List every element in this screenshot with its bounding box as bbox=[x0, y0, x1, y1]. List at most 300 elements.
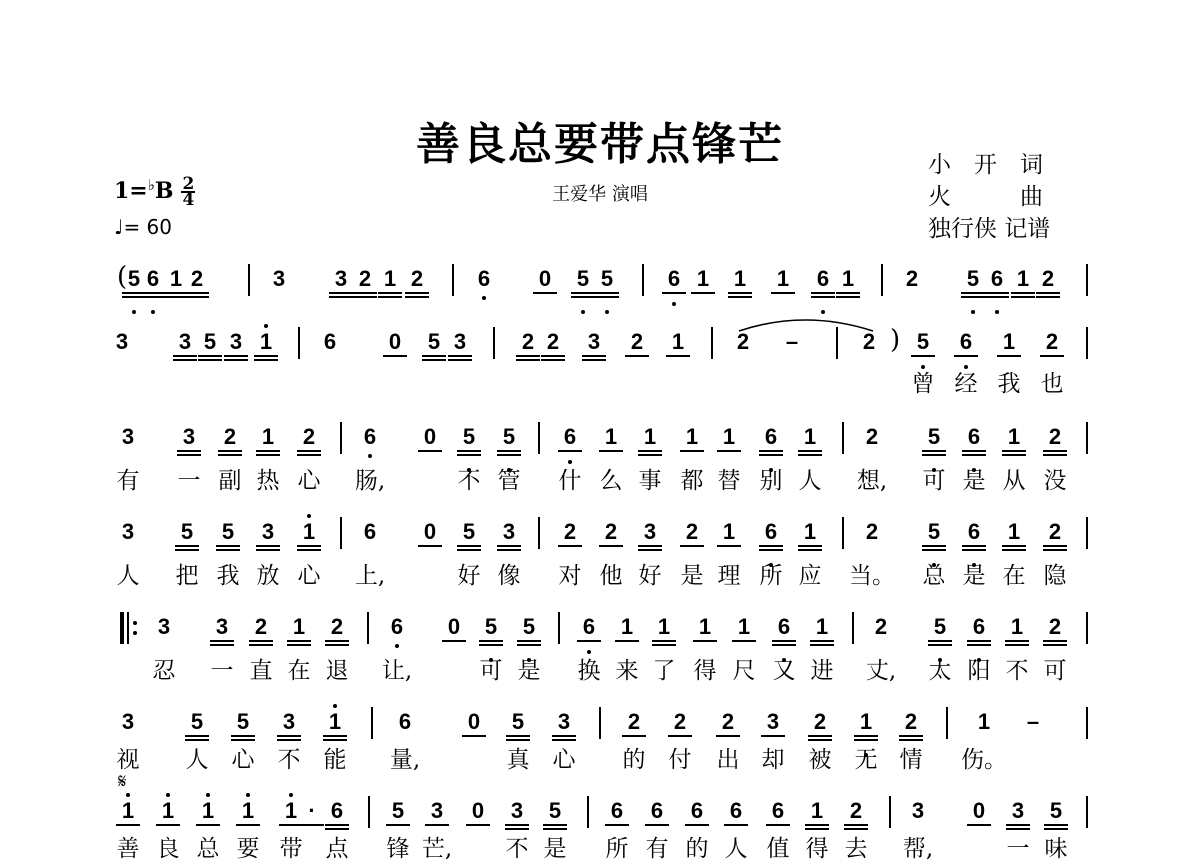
underline bbox=[668, 735, 692, 737]
time-signature-top: 2 bbox=[182, 174, 195, 194]
lyric-char: 锋 bbox=[386, 836, 410, 862]
note: 3 bbox=[229, 329, 243, 354]
underline bbox=[771, 292, 795, 294]
underline bbox=[967, 824, 991, 826]
note: 1 bbox=[698, 614, 712, 639]
high-octave-dot bbox=[166, 793, 170, 797]
underline bbox=[836, 296, 860, 298]
low-octave-dot bbox=[132, 310, 136, 314]
lyricist-credit: 小 开 词 bbox=[928, 152, 1043, 178]
note: 6 bbox=[959, 329, 973, 354]
lyric-char: 了 bbox=[652, 658, 676, 684]
note: 1 bbox=[803, 424, 817, 449]
note: 3 bbox=[502, 519, 516, 544]
lyric-char: 点 bbox=[325, 836, 349, 862]
lyric-char: 良 bbox=[156, 836, 180, 862]
underline bbox=[844, 824, 868, 826]
bar-line bbox=[371, 707, 373, 739]
underline bbox=[175, 545, 199, 547]
lyric-char: 芒, bbox=[421, 836, 453, 862]
note: 3 bbox=[272, 266, 286, 291]
lyric-char: 热 bbox=[256, 468, 280, 494]
note: 2 bbox=[1048, 519, 1062, 544]
note: 5 bbox=[236, 709, 250, 734]
bar-line bbox=[452, 264, 454, 296]
underline bbox=[497, 450, 521, 452]
underline bbox=[236, 824, 260, 826]
underline bbox=[662, 292, 686, 294]
note: 2 bbox=[604, 519, 618, 544]
underline bbox=[506, 739, 530, 741]
note: 2 bbox=[1048, 614, 1062, 639]
underline bbox=[256, 549, 280, 551]
note: 6 bbox=[610, 798, 624, 823]
underline bbox=[256, 454, 280, 456]
bar-line bbox=[1086, 707, 1088, 739]
note: 1 bbox=[284, 798, 298, 823]
underline bbox=[922, 549, 946, 551]
underline bbox=[329, 292, 353, 294]
underline bbox=[810, 644, 834, 646]
underline bbox=[277, 735, 301, 737]
lyric-char: 一 bbox=[177, 468, 201, 494]
close-parenthesis: ) bbox=[890, 325, 901, 355]
underline bbox=[457, 545, 481, 547]
note: 6 bbox=[990, 266, 1004, 291]
underline bbox=[962, 549, 986, 551]
bar-line bbox=[889, 796, 891, 828]
note: 3 bbox=[121, 424, 135, 449]
note: 2 bbox=[546, 329, 560, 354]
lyric-char: 人 bbox=[724, 836, 748, 862]
underline bbox=[185, 739, 209, 741]
lyric-char: 别 bbox=[759, 468, 783, 494]
underline bbox=[177, 454, 201, 456]
note: 1 bbox=[259, 329, 273, 354]
bar-line bbox=[642, 264, 644, 296]
note: 1 bbox=[161, 798, 175, 823]
note: 3 bbox=[643, 519, 657, 544]
time-signature-bottom: 4 bbox=[182, 190, 195, 210]
underline bbox=[224, 355, 248, 357]
note: 0 bbox=[447, 614, 461, 639]
lyric-char: 替 bbox=[717, 468, 741, 494]
underline bbox=[928, 644, 952, 646]
lyric-char: 付 bbox=[668, 747, 692, 773]
low-octave-dot bbox=[581, 310, 585, 314]
note: 0 bbox=[471, 798, 485, 823]
underline bbox=[457, 549, 481, 551]
underline bbox=[1036, 292, 1060, 294]
low-octave-dot bbox=[482, 296, 486, 300]
note: 1 bbox=[1007, 519, 1021, 544]
note: 5 bbox=[933, 614, 947, 639]
underline bbox=[922, 545, 946, 547]
underline bbox=[505, 828, 529, 830]
note: 1 bbox=[859, 709, 873, 734]
underline bbox=[541, 359, 565, 361]
segno-icon: 𝄋 bbox=[118, 769, 127, 793]
lyric-char: 得 bbox=[805, 836, 829, 862]
underline bbox=[615, 640, 639, 642]
lyric-char: 事 bbox=[638, 468, 662, 494]
note: 5 bbox=[548, 798, 562, 823]
note: 5 bbox=[427, 329, 441, 354]
note: 3 bbox=[1011, 798, 1025, 823]
note: 2 bbox=[813, 709, 827, 734]
underline bbox=[1043, 549, 1067, 551]
underline bbox=[249, 640, 273, 642]
lyric-char: 什 bbox=[558, 468, 582, 494]
underline bbox=[558, 545, 582, 547]
underline bbox=[798, 549, 822, 551]
lyric-char: 得 bbox=[693, 658, 717, 684]
key-note: B bbox=[154, 178, 174, 204]
lyric-char: 副 bbox=[218, 468, 242, 494]
lyric-char: 有 bbox=[645, 836, 669, 862]
composer-credit: 火 曲 bbox=[928, 184, 1043, 210]
bar-line bbox=[558, 612, 560, 644]
underline bbox=[1002, 454, 1026, 456]
high-octave-dot bbox=[264, 324, 268, 328]
note: 5 bbox=[221, 519, 235, 544]
note: 6 bbox=[363, 424, 377, 449]
underline bbox=[254, 355, 278, 357]
underline bbox=[962, 450, 986, 452]
lyric-char: 可 bbox=[479, 658, 503, 684]
lyric-char: 理 bbox=[717, 563, 741, 589]
underline bbox=[772, 640, 796, 642]
bar-line bbox=[298, 327, 300, 359]
note: 1 bbox=[722, 424, 736, 449]
underline bbox=[552, 735, 576, 737]
lyric-char: 一 bbox=[210, 658, 234, 684]
underline bbox=[216, 549, 240, 551]
lyric-char: 直 bbox=[249, 658, 273, 684]
lyric-char: 善 bbox=[116, 836, 140, 862]
underline bbox=[543, 828, 567, 830]
note: 3 bbox=[557, 709, 571, 734]
lyric-char: 心 bbox=[552, 747, 576, 773]
low-octave-dot bbox=[821, 310, 825, 314]
lyric-char: 阳 bbox=[967, 658, 991, 684]
underline bbox=[605, 824, 629, 826]
note: 2 bbox=[849, 798, 863, 823]
note: 5 bbox=[484, 614, 498, 639]
note: 1 bbox=[657, 614, 671, 639]
low-octave-dot bbox=[368, 454, 372, 458]
note: 6 bbox=[967, 519, 981, 544]
note: 3 bbox=[261, 519, 275, 544]
underline bbox=[652, 644, 676, 646]
underline bbox=[1002, 545, 1026, 547]
underline bbox=[638, 454, 662, 456]
underline bbox=[177, 450, 201, 452]
underline bbox=[680, 450, 704, 452]
note: 1 bbox=[696, 266, 710, 291]
underline bbox=[418, 545, 442, 547]
note: 5 bbox=[190, 709, 204, 734]
underline bbox=[517, 644, 541, 646]
underline bbox=[808, 735, 832, 737]
note: 0 bbox=[423, 519, 437, 544]
note: 5 bbox=[203, 329, 217, 354]
low-octave-dot bbox=[151, 310, 155, 314]
lyric-char: 总 bbox=[196, 836, 220, 862]
lyric-char: 是 bbox=[962, 468, 986, 494]
underline bbox=[766, 824, 790, 826]
lyric-char: 人 bbox=[116, 563, 140, 589]
underline bbox=[141, 292, 165, 294]
singer-credit: 王爱华 演唱 bbox=[552, 184, 648, 205]
note: 1 bbox=[671, 329, 685, 354]
high-octave-dot bbox=[307, 514, 311, 518]
underline bbox=[287, 644, 311, 646]
note: 1 bbox=[261, 424, 275, 449]
lyric-char: 是 bbox=[543, 836, 567, 862]
bar-line bbox=[538, 517, 540, 549]
underline bbox=[297, 454, 321, 456]
underline bbox=[724, 824, 748, 826]
note: 5 bbox=[522, 614, 536, 639]
lyric-char: 对 bbox=[558, 563, 582, 589]
note: 6 bbox=[764, 519, 778, 544]
underline bbox=[961, 292, 985, 294]
lyric-char: 无 bbox=[854, 747, 878, 773]
note: 5 bbox=[966, 266, 980, 291]
high-octave-dot bbox=[333, 704, 337, 708]
lyric-char: 所 bbox=[605, 836, 629, 862]
high-octave-dot bbox=[246, 793, 250, 797]
underline bbox=[798, 545, 822, 547]
underline bbox=[645, 824, 669, 826]
lyric-char: 总 bbox=[922, 563, 946, 589]
underline bbox=[173, 359, 197, 361]
lyric-char: 好 bbox=[457, 563, 481, 589]
note: 6 bbox=[650, 798, 664, 823]
bar-line bbox=[711, 327, 713, 359]
bar-line bbox=[599, 707, 601, 739]
key-prefix: 1= bbox=[114, 178, 148, 204]
underline bbox=[810, 640, 834, 642]
lyric-char: 是 bbox=[680, 563, 704, 589]
note: 1 bbox=[241, 798, 255, 823]
note: 5 bbox=[916, 329, 930, 354]
underline bbox=[805, 828, 829, 830]
bar-line bbox=[368, 796, 370, 828]
underline bbox=[325, 824, 349, 826]
underline bbox=[1006, 828, 1030, 830]
note: 1 bbox=[803, 519, 817, 544]
lyric-char: 不 bbox=[277, 747, 301, 773]
underline bbox=[967, 640, 991, 642]
underline bbox=[254, 359, 278, 361]
note: 1 bbox=[604, 424, 618, 449]
note: – bbox=[1026, 709, 1040, 734]
lyric-char: 没 bbox=[1043, 468, 1067, 494]
lyric-char: 放 bbox=[256, 563, 280, 589]
note: 1 bbox=[328, 709, 342, 734]
lyric-char: 带 bbox=[279, 836, 303, 862]
low-octave-dot bbox=[964, 365, 968, 369]
underline bbox=[582, 355, 606, 357]
note: 6 bbox=[398, 709, 412, 734]
note: 2 bbox=[254, 614, 268, 639]
underline bbox=[378, 292, 402, 294]
underline bbox=[300, 824, 324, 826]
underline bbox=[922, 450, 946, 452]
underline bbox=[323, 739, 347, 741]
underline bbox=[1011, 296, 1035, 298]
underline bbox=[1043, 545, 1067, 547]
low-octave-dot bbox=[568, 460, 572, 464]
note: 2 bbox=[521, 329, 535, 354]
underline bbox=[552, 739, 576, 741]
underline bbox=[198, 355, 222, 357]
underline bbox=[1011, 292, 1035, 294]
repeat-bar-thick bbox=[120, 612, 124, 644]
note: 6 bbox=[363, 519, 377, 544]
high-octave-dot bbox=[206, 793, 210, 797]
lyric-char: 心 bbox=[297, 563, 321, 589]
underline bbox=[717, 450, 741, 452]
underline bbox=[1036, 296, 1060, 298]
lyric-char: 味 bbox=[1044, 836, 1068, 862]
repeat-dot bbox=[133, 621, 137, 625]
underline bbox=[173, 355, 197, 357]
lyric-char: 真 bbox=[506, 747, 530, 773]
lyric-char: 肠, bbox=[354, 468, 386, 494]
note: 3 bbox=[334, 266, 348, 291]
underline bbox=[693, 640, 717, 642]
underline bbox=[418, 450, 442, 452]
underline bbox=[442, 640, 466, 642]
underline bbox=[141, 296, 165, 298]
underline bbox=[798, 454, 822, 456]
underline bbox=[196, 824, 220, 826]
underline bbox=[277, 739, 301, 741]
open-parenthesis: ( bbox=[117, 262, 128, 292]
note: 5 bbox=[1049, 798, 1063, 823]
underline bbox=[448, 355, 472, 357]
underline bbox=[666, 355, 690, 357]
underline bbox=[1043, 640, 1067, 642]
underline bbox=[759, 454, 783, 456]
underline bbox=[1005, 640, 1029, 642]
note: 5 bbox=[502, 424, 516, 449]
note: 1 bbox=[810, 798, 824, 823]
underline bbox=[329, 296, 353, 298]
underline bbox=[448, 359, 472, 361]
note: 6 bbox=[967, 424, 981, 449]
note: 3 bbox=[157, 614, 171, 639]
underline bbox=[732, 640, 756, 642]
note: 2 bbox=[673, 709, 687, 734]
underline bbox=[297, 450, 321, 452]
lyric-char: 又 bbox=[772, 658, 796, 684]
bar-line bbox=[493, 327, 495, 359]
underline bbox=[728, 296, 752, 298]
note: 6 bbox=[729, 798, 743, 823]
underline bbox=[691, 292, 715, 294]
high-octave-dot bbox=[289, 793, 293, 797]
underline bbox=[836, 292, 860, 294]
note: 2 bbox=[190, 266, 204, 291]
underline bbox=[685, 824, 709, 826]
note: 3 bbox=[587, 329, 601, 354]
lyric-char: 视 bbox=[116, 747, 140, 773]
underline bbox=[911, 355, 935, 357]
low-octave-dot bbox=[587, 650, 591, 654]
note: 6 bbox=[816, 266, 830, 291]
underline bbox=[962, 545, 986, 547]
note: 6 bbox=[563, 424, 577, 449]
underline bbox=[116, 824, 140, 826]
note: 5 bbox=[576, 266, 590, 291]
underline bbox=[383, 355, 407, 357]
underline bbox=[479, 644, 503, 646]
lyric-char: 管 bbox=[497, 468, 521, 494]
note: 1 bbox=[722, 519, 736, 544]
lyric-char: 来 bbox=[615, 658, 639, 684]
lyric-char: 人 bbox=[798, 468, 822, 494]
low-octave-dot bbox=[605, 310, 609, 314]
underline bbox=[805, 824, 829, 826]
note: 5 bbox=[462, 519, 476, 544]
lyric-char: 心 bbox=[297, 468, 321, 494]
bar-line bbox=[538, 422, 540, 454]
low-octave-dot bbox=[971, 310, 975, 314]
underline bbox=[854, 739, 878, 741]
underline bbox=[954, 355, 978, 357]
lyric-char: 太 bbox=[928, 658, 952, 684]
underline bbox=[218, 454, 242, 456]
underline bbox=[599, 545, 623, 547]
note: 5 bbox=[127, 266, 141, 291]
high-octave-dot bbox=[126, 793, 130, 797]
note: 5 bbox=[180, 519, 194, 544]
song-title: 善良总要带点锋芒 bbox=[416, 119, 784, 170]
lyric-char: 也 bbox=[1040, 371, 1064, 397]
low-octave-dot bbox=[921, 365, 925, 369]
note: 0 bbox=[538, 266, 552, 291]
lyric-char: 曾 bbox=[911, 371, 935, 397]
note: 1 bbox=[1010, 614, 1024, 639]
note: 3 bbox=[911, 798, 925, 823]
bar-line bbox=[1086, 612, 1088, 644]
note: 2 bbox=[905, 266, 919, 291]
underline bbox=[386, 824, 410, 826]
underline bbox=[595, 292, 619, 294]
note: 3 bbox=[115, 329, 129, 354]
underline bbox=[405, 296, 429, 298]
underline bbox=[759, 549, 783, 551]
lyric-char: 隐 bbox=[1043, 563, 1067, 589]
bar-line bbox=[1086, 422, 1088, 454]
underline bbox=[728, 292, 752, 294]
bar-line bbox=[881, 264, 883, 296]
underline bbox=[899, 735, 923, 737]
underline bbox=[185, 735, 209, 737]
quarter-note-icon: ♩ bbox=[114, 215, 124, 239]
lyric-char: 我 bbox=[216, 563, 240, 589]
lyric-char: 能 bbox=[323, 747, 347, 773]
lyric-char: 可 bbox=[1043, 658, 1067, 684]
flat-icon: ♭ bbox=[147, 176, 155, 194]
lyric-char: 进 bbox=[810, 658, 834, 684]
underline bbox=[543, 824, 567, 826]
underline bbox=[506, 735, 530, 737]
